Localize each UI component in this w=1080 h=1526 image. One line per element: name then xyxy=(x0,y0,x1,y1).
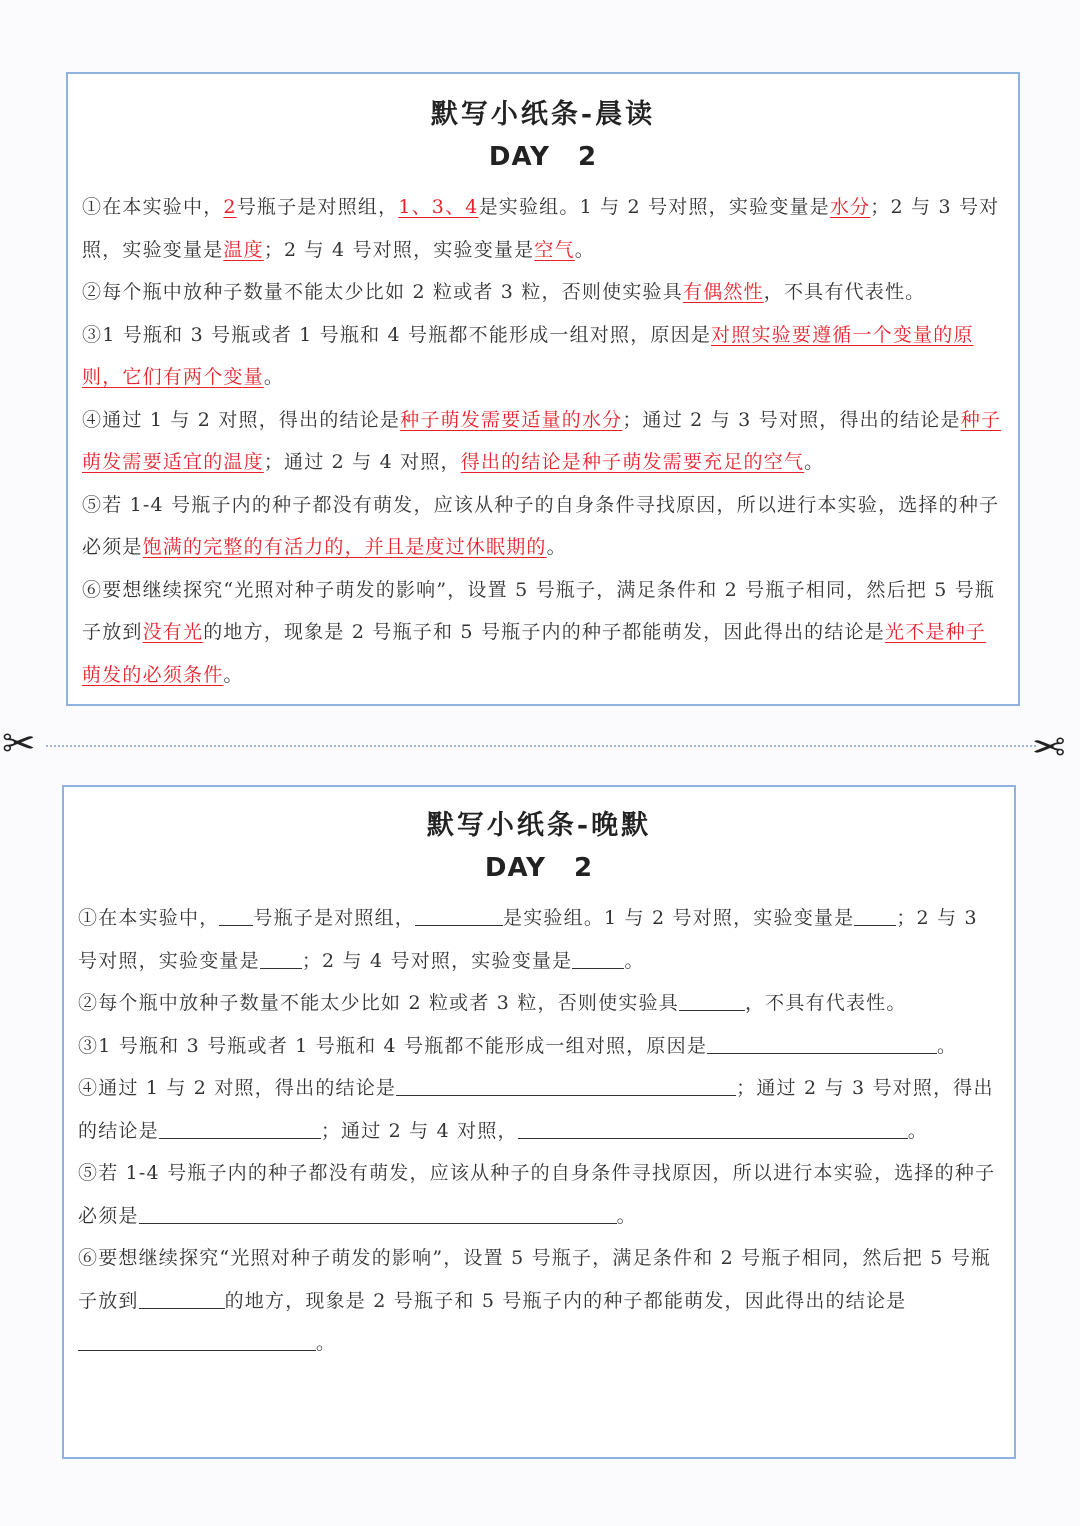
evening-day: DAY 2 xyxy=(484,853,594,883)
item-text: ；2 与 4 号对照，实验变量是 xyxy=(301,949,573,972)
answer-text: 水分 xyxy=(829,196,871,218)
item-text: 。 xyxy=(574,238,595,261)
answer-blank[interactable] xyxy=(396,1073,736,1096)
item-text: 。 xyxy=(937,1034,958,1057)
evening-item-6 xyxy=(78,1237,1000,1365)
item-text: ；通过 2 与 3 号对照，得出的结论是 xyxy=(78,1077,994,1142)
answer-text: 饱满的完整的有活力的，并且是度过休眠期的 xyxy=(142,536,547,558)
item-text: 号瓶子是对照组， xyxy=(253,907,416,929)
item-text: ⑤若 1-4 号瓶子内的种子都没有萌发，应该从种子的自身条件寻找原因，所以进行本实验，选择的种子必须是 xyxy=(82,493,1000,558)
item-text: 的地方，现象是 2 号瓶子和 5 号瓶子内的种子都能萌发，因此得出的结论是 xyxy=(203,621,885,643)
item-text: 。 xyxy=(263,366,285,388)
morning-body xyxy=(82,186,1004,696)
item-text: 是实验组。1 与 2 号对照，实验变量是 xyxy=(503,907,855,929)
item-text: 。 xyxy=(316,1332,337,1354)
morning-item-1 xyxy=(82,186,1004,271)
item-text: ④通过 1 与 2 对照，得出的结论是 xyxy=(82,408,401,431)
answer-text: 空气 xyxy=(534,238,575,261)
answer-text: 有偶然性 xyxy=(682,281,764,303)
item-text: 。 xyxy=(546,536,567,558)
item-text: ②每个瓶中放种子数量不能太少比如 2 粒或者 3 粒，否则使实验具 xyxy=(82,281,683,303)
answer-text: 种子萌发需要适宜的温度 xyxy=(82,408,1002,473)
answer-blank[interactable] xyxy=(679,988,745,1011)
answer-blank[interactable] xyxy=(159,1116,321,1139)
item-text: ④通过 1 与 2 对照，得出的结论是 xyxy=(78,1077,397,1099)
item-text: ⑥要想继续探究“光照对种子萌发的影响”，设置 5 号瓶子，满足条件和 2 号瓶子相同，然后把 5 号瓶子放到 xyxy=(82,578,996,643)
evening-item-1 xyxy=(78,897,1000,982)
morning-item-4 xyxy=(82,399,1004,484)
item-text: ；通过 2 与 3 号对照，得出的结论是 xyxy=(622,408,961,431)
item-text: 。 xyxy=(804,451,825,473)
answer-text: 种子萌发需要适量的水分 xyxy=(400,408,623,431)
item-text: 号瓶子是对照组， xyxy=(236,196,399,218)
scissors-icon-left: ✂ xyxy=(2,721,36,767)
item-text: ⑤若 1-4 号瓶子内的种子都没有萌发，应该从种子的自身条件寻找原因，所以进行本实验，选择的种子必须是 xyxy=(78,1162,996,1227)
item-text: ，不具有代表性。 xyxy=(763,281,926,303)
answer-text: 2 xyxy=(223,196,237,218)
item-text: 。 xyxy=(907,1119,928,1142)
evening-body xyxy=(78,897,1000,1365)
item-text: ；2 与 3 号对照，实验变量是 xyxy=(78,907,978,972)
item-text: 是实验组。1 与 2 号对照，实验变量是 xyxy=(478,196,830,218)
evening-item-3 xyxy=(78,1025,1000,1068)
answer-blank[interactable] xyxy=(78,1328,316,1351)
item-text: 的地方，现象是 2 号瓶子和 5 号瓶子内的种子都能萌发，因此得出的结论是 xyxy=(224,1289,907,1312)
item-text: ；通过 2 与 4 对照， xyxy=(263,451,461,473)
answer-text: 得出的结论是种子萌发需要充足的空气 xyxy=(460,451,805,473)
item-text: ②每个瓶中放种子数量不能太少比如 2 粒或者 3 粒，否则使实验具 xyxy=(78,992,679,1014)
evening-item-5 xyxy=(78,1152,1000,1237)
answer-blank[interactable] xyxy=(572,946,624,969)
cut-line xyxy=(46,745,1036,747)
scissors-icon-right: ✂ xyxy=(1032,725,1066,771)
morning-day: DAY 2 xyxy=(488,142,598,172)
answer-blank[interactable] xyxy=(854,903,896,926)
item-text: 。 xyxy=(223,663,244,686)
evening-card xyxy=(62,785,1016,1459)
morning-item-2 xyxy=(82,271,1004,314)
answer-blank[interactable] xyxy=(707,1031,937,1054)
answer-text: 对照实验要遵循一个变量的原则，它们有两个变量 xyxy=(82,323,974,388)
item-text: ⑥要想继续探究“光照对种子萌发的影响”，设置 5 号瓶子，满足条件和 2 号瓶子相同，然后把 5 号瓶子放到 xyxy=(78,1247,992,1312)
evening-item-2 xyxy=(78,982,1000,1025)
evening-item-4 xyxy=(78,1067,1000,1152)
answer-blank[interactable] xyxy=(415,903,503,926)
item-text: ；2 与 4 号对照，实验变量是 xyxy=(263,238,535,261)
item-text: ；2 与 3 号对照，实验变量是 xyxy=(82,196,1000,261)
item-text: ①在本实验中， xyxy=(78,907,220,929)
answer-text: 1、3、4 xyxy=(398,196,479,218)
item-text: ③1 号瓶和 3 号瓶或者 1 号瓶和 4 号瓶都不能形成一组对照，原因是 xyxy=(82,323,712,346)
morning-item-3 xyxy=(82,314,1004,399)
item-text: ③1 号瓶和 3 号瓶或者 1 号瓶和 4 号瓶都不能形成一组对照，原因是 xyxy=(78,1034,708,1057)
morning-item-6 xyxy=(82,569,1004,697)
answer-text: 没有光 xyxy=(142,621,204,643)
answer-text: 温度 xyxy=(223,238,264,261)
answer-blank[interactable] xyxy=(139,1286,225,1309)
item-text: 。 xyxy=(624,949,645,972)
item-text: ①在本实验中， xyxy=(82,196,224,218)
answer-blank[interactable] xyxy=(518,1116,908,1139)
item-text: ；通过 2 与 4 对照， xyxy=(320,1119,518,1142)
answer-blank[interactable] xyxy=(260,946,302,969)
answer-text: 光不是种子萌发的必须条件 xyxy=(82,621,986,686)
answer-blank[interactable] xyxy=(219,903,253,926)
morning-title: 默写小纸条-晨读 xyxy=(430,99,656,130)
item-text: 。 xyxy=(616,1204,637,1227)
morning-card xyxy=(66,72,1020,706)
item-text: ，不具有代表性。 xyxy=(744,992,907,1014)
morning-item-5 xyxy=(82,484,1004,569)
answer-blank[interactable] xyxy=(139,1201,617,1224)
evening-title: 默写小纸条-晚默 xyxy=(426,810,652,841)
